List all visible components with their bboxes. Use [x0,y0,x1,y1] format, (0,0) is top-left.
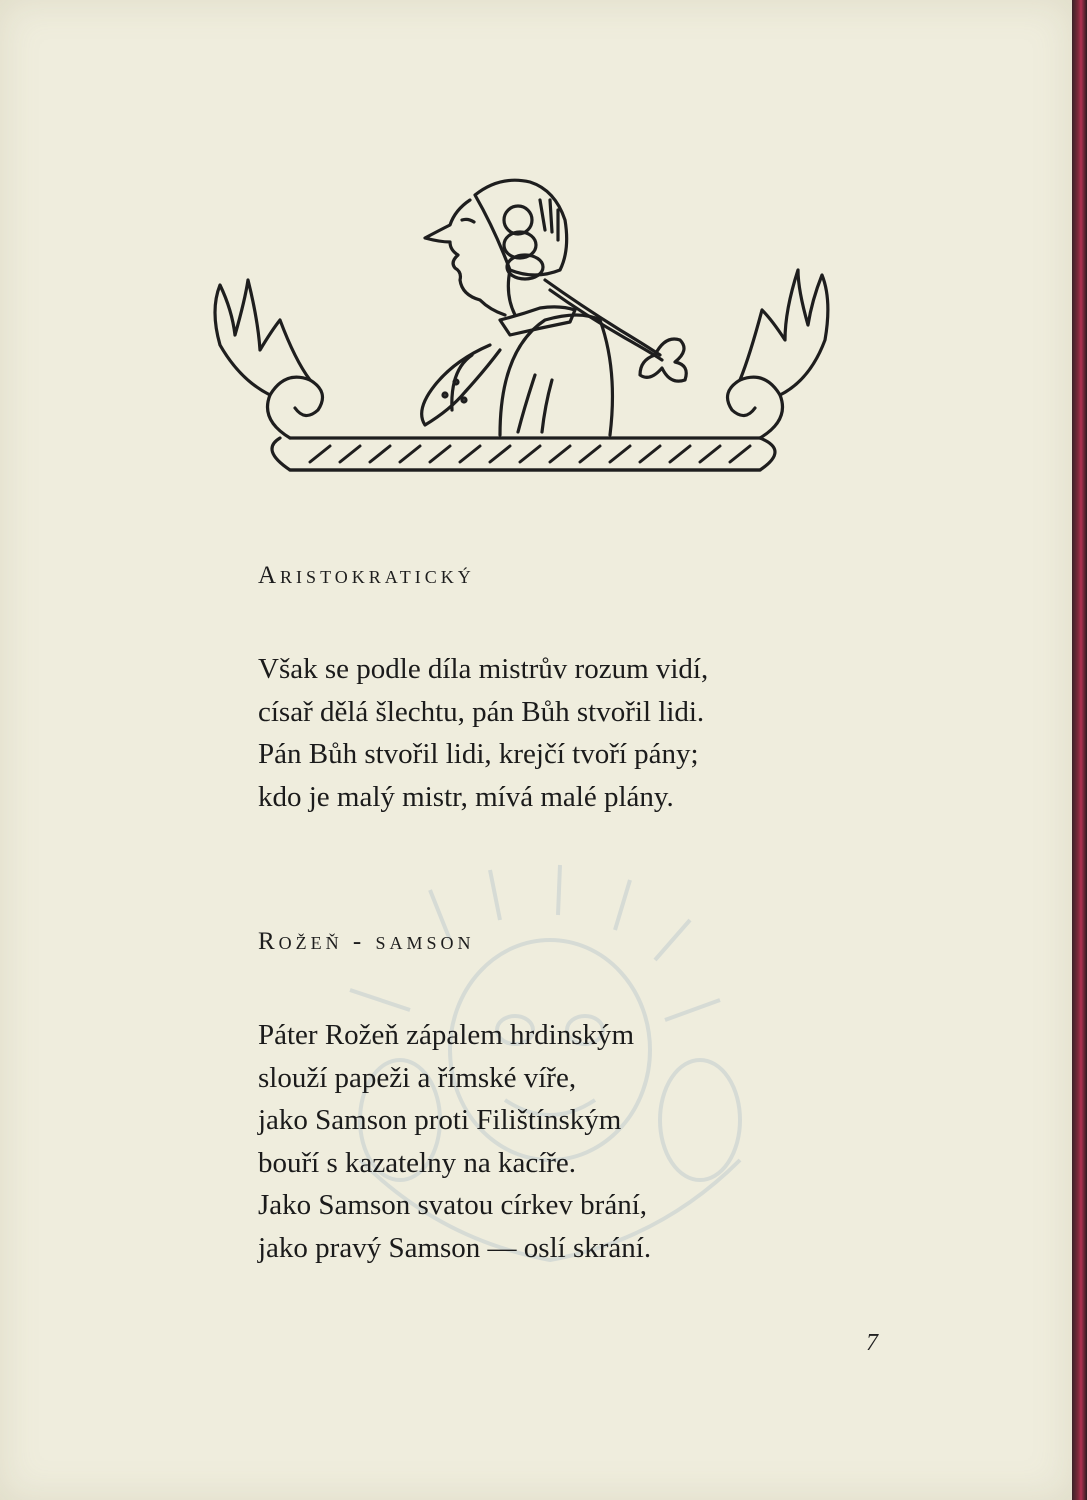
poem-aristokraticky [258,648,708,818]
aristocrat-illustration [200,170,840,490]
poem-line: Však se podle díla mistrův rozum vidí, [258,653,709,685]
poem-line: Pán Bůh stvořil lidi, krejčí tvoří pány; [258,738,699,770]
poem-title-rozen-samson: Rožeň - samson [258,928,475,955]
poem-line: bouří s kazatelny na kacíře. [258,1146,577,1179]
poem-line: slouží papeži a římské víře, [258,1061,577,1094]
poem-title-aristokraticky: Aristokratický [258,562,475,589]
poem-line: Jako Samson svatou církev brání, [258,1189,648,1221]
poem-rozen-samson [258,1014,651,1269]
poem-line: Páter Rožeň zápalem hrdinským [258,1019,635,1051]
book-edge [1072,0,1087,1500]
poem-line: jako Samson proti Filištínským [258,1104,622,1136]
poem-line: jako pravý Samson — oslí skrání. [258,1231,652,1264]
poem-line: císař dělá šlechtu, pán Bůh stvořil lidi. [258,695,705,728]
page-number: 7 [866,1330,878,1356]
poem-line: kdo je malý mistr, mívá malé plány. [258,780,674,813]
